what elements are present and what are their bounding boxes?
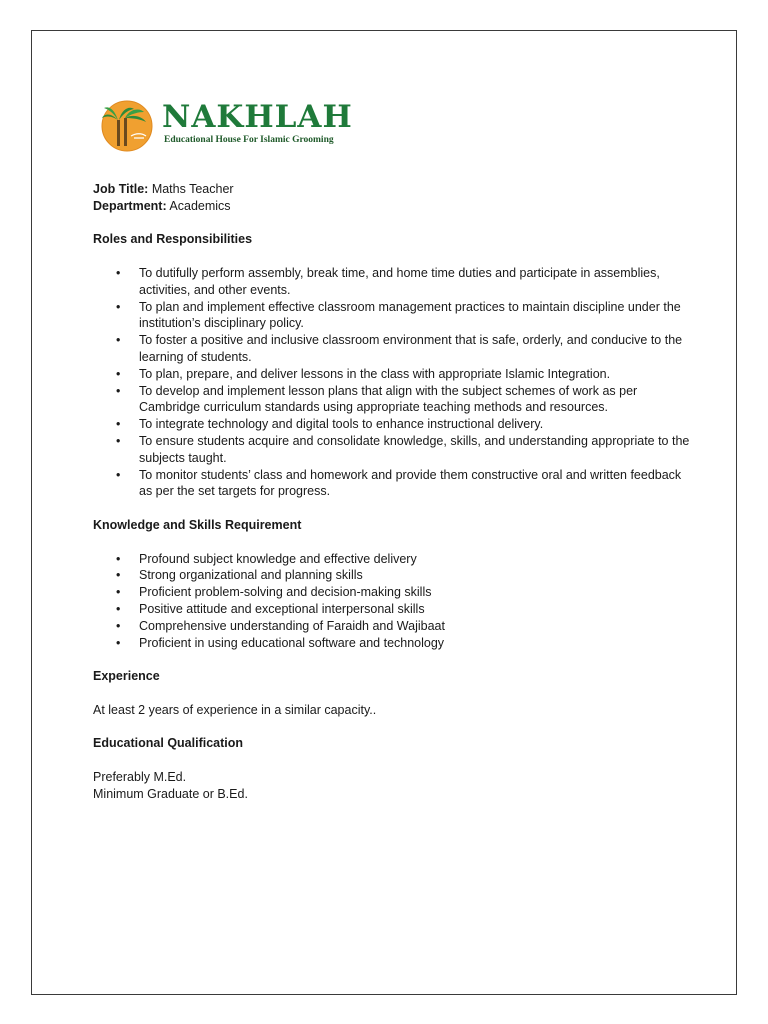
- list-item: • Positive attitude and exceptional interpersonal skills: [116, 601, 425, 616]
- list-item: • To integrate technology and digital tools to enhance instructional delivery.: [116, 417, 544, 432]
- bullet-icon: •: [116, 433, 121, 448]
- bullet-icon: •: [116, 366, 121, 381]
- bullet-icon: •: [116, 601, 121, 616]
- education-line: Preferably M.Ed.: [93, 769, 187, 784]
- list-item: • To develop and implement lesson plans that align with the subject schemes of work as per Cambridge curriculum standards using appropriate teaching methods and resources.: [116, 383, 638, 415]
- education-heading: Educational Qualification: [93, 736, 244, 751]
- education-line: Minimum Graduate or B.Ed.: [93, 786, 248, 801]
- bullet-icon: •: [116, 551, 121, 566]
- palm-tree-logo-icon: [100, 100, 154, 152]
- bullet-icon: •: [116, 299, 121, 314]
- bullet-icon: •: [116, 467, 121, 482]
- list-item: • Proficient problem-solving and decision-making skills: [116, 585, 432, 600]
- roles-heading: Roles and Responsibilities: [93, 232, 253, 247]
- brand-name: NAKHLAH: [162, 99, 353, 135]
- roles-list: [93, 265, 693, 500]
- department-line: [93, 198, 693, 215]
- bullet-icon: •: [116, 383, 121, 398]
- bullet-icon: •: [116, 265, 121, 280]
- list-item: • To dutifully perform assembly, break time, and home time duties and participate in assemblies, activities, and other events.: [116, 265, 660, 297]
- job-title-line: [93, 181, 693, 198]
- bullet-icon: •: [116, 568, 121, 583]
- experience-heading: Experience: [93, 669, 160, 684]
- bullet-icon: •: [116, 417, 121, 432]
- list-item: • Strong organizational and planning skills: [116, 568, 363, 583]
- list-item: • Comprehensive understanding of Faraidh and Wajibaat: [116, 618, 445, 633]
- skills-heading: Knowledge and Skills Requirement: [93, 517, 302, 532]
- list-item: • To plan, prepare, and deliver lessons in the class with appropriate Islamic Integration.: [116, 366, 611, 381]
- job-description: [93, 181, 693, 802]
- brand-tagline: Educational House For Islamic Grooming: [164, 135, 334, 145]
- list-item: • To plan and implement effective classroom management practices to maintain discipline under the institution’s disciplinary policy.: [116, 299, 681, 331]
- job-title-label: Job Title:: [93, 182, 149, 196]
- skills-list: [93, 551, 693, 652]
- bullet-icon: •: [116, 585, 121, 600]
- bullet-icon: •: [116, 333, 121, 348]
- job-title-value: Maths Teacher: [148, 182, 234, 196]
- list-item: • Profound subject knowledge and effective delivery: [116, 551, 417, 566]
- list-item: • To ensure students acquire and consolidate knowledge, skills, and understanding appropriate to the subjects taught.: [116, 433, 690, 465]
- bullet-icon: •: [116, 635, 121, 650]
- experience-text: At least 2 years of experience in a similar capacity..: [93, 702, 377, 717]
- list-item: • To foster a positive and inclusive classroom environment that is safe, orderly, and conducive to the learning of students.: [116, 333, 683, 364]
- department-label: Department:: [93, 198, 167, 213]
- list-item: • To monitor students’ class and homework and provide them constructive oral and written feedback as per the set targets for progress.: [116, 467, 682, 499]
- list-item: • Proficient in using educational software and technology: [116, 635, 445, 650]
- bullet-icon: •: [116, 618, 121, 633]
- department-value: Academics: [166, 198, 231, 213]
- nakhlah-logo: [100, 100, 360, 152]
